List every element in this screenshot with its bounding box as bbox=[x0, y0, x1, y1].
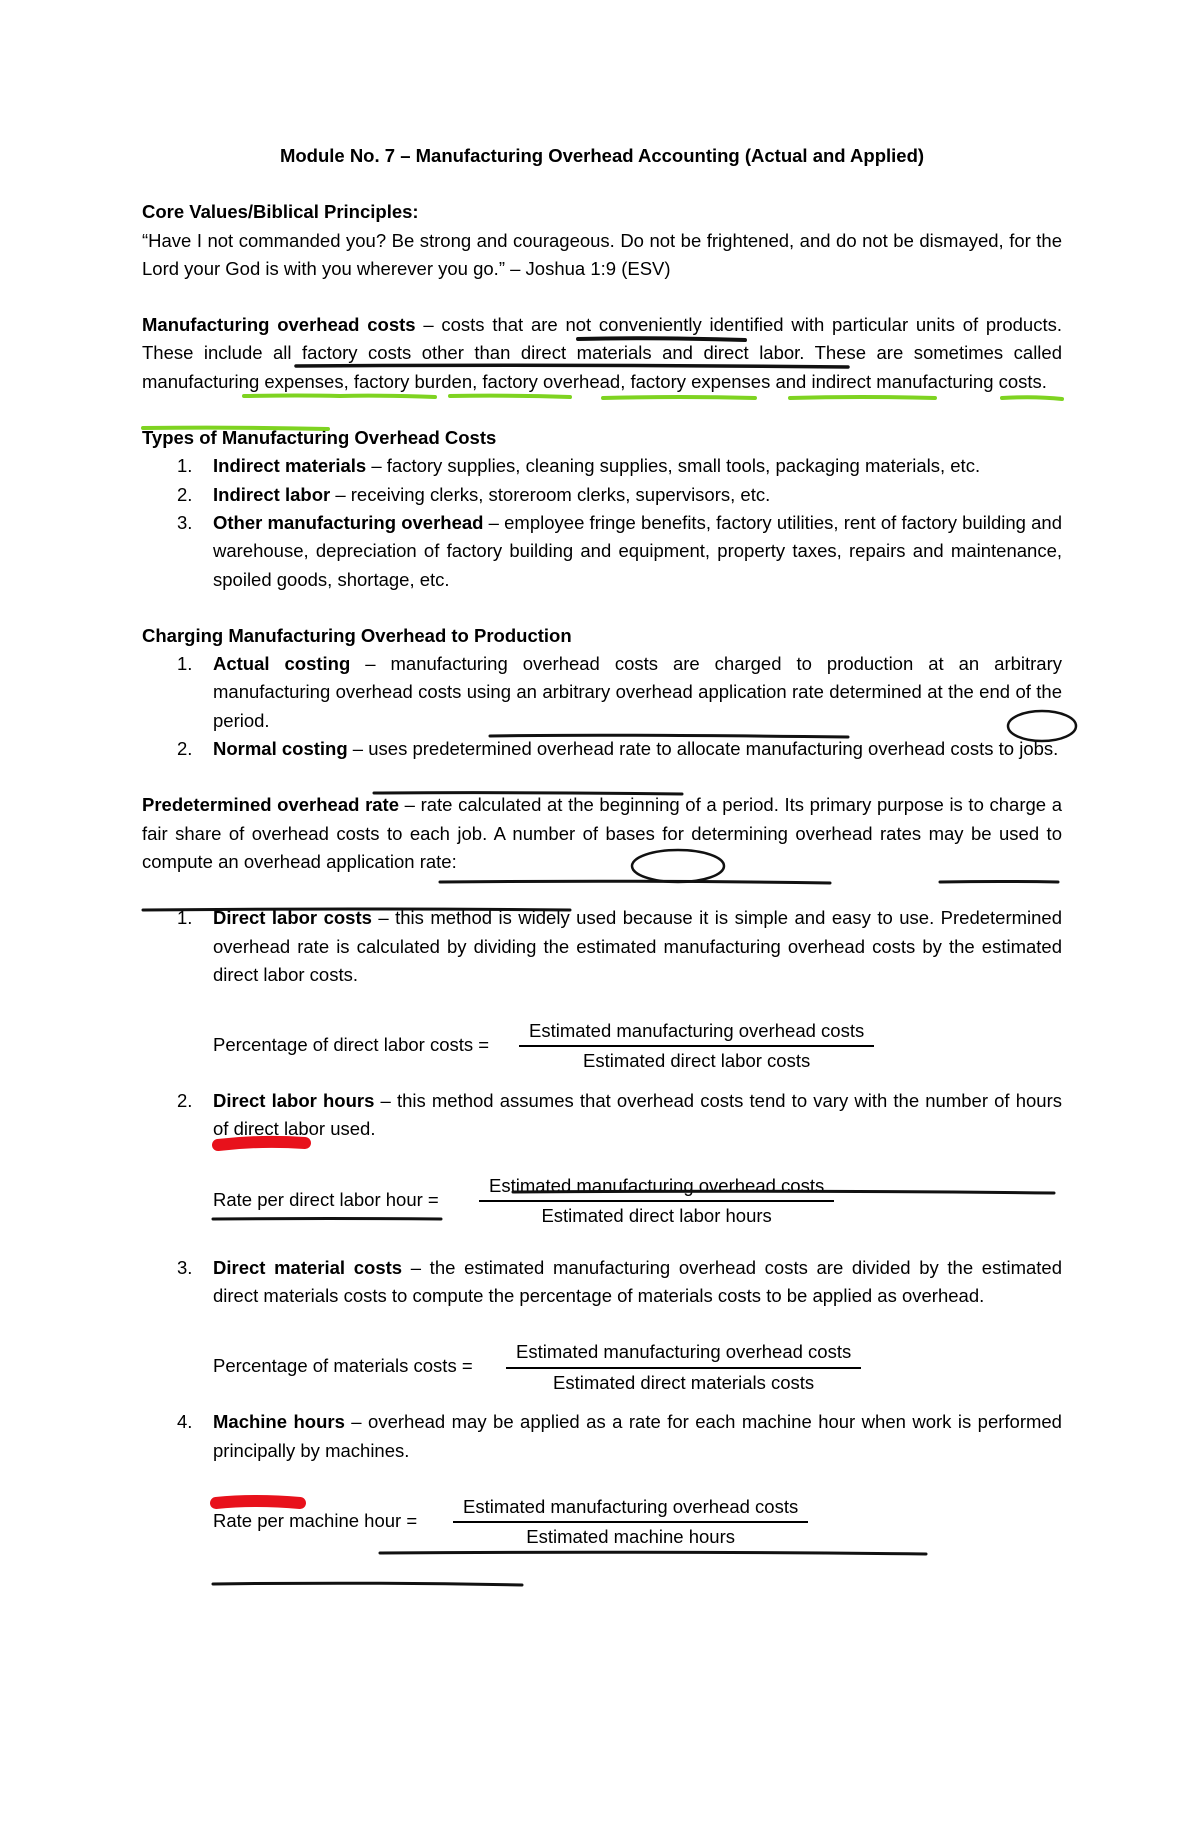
list-number: 4. bbox=[177, 1411, 193, 1433]
list-text: – this method assumes that overhead costs tend to vary with the number of hours of direct labor used. bbox=[213, 1090, 1062, 1140]
list-item bbox=[142, 481, 1062, 509]
formula-label: Percentage of direct labor costs = bbox=[213, 1034, 490, 1056]
list-term: Indirect labor bbox=[213, 483, 331, 505]
pohr-definition: – rate calculated at the beginning of a period. Its primary purpose is to charge a fair share of overhead costs to each job. A number of bases for determining overhead rates may be used to compute an overhead application rate: bbox=[142, 794, 1062, 872]
list-number: 2. bbox=[177, 483, 193, 505]
fraction bbox=[479, 1172, 834, 1231]
document-body bbox=[142, 142, 1062, 1551]
bases-list bbox=[142, 904, 1062, 989]
formula-label: Rate per direct labor hour = bbox=[213, 1188, 439, 1210]
list-item bbox=[142, 650, 1062, 735]
list-number: 1. bbox=[177, 455, 193, 477]
list-item bbox=[142, 904, 1062, 989]
fraction bbox=[453, 1493, 808, 1552]
list-item bbox=[142, 452, 1062, 480]
list-term: Direct material costs bbox=[213, 1256, 403, 1278]
list-number: 1. bbox=[177, 653, 193, 675]
list-term: Other manufacturing overhead bbox=[213, 511, 484, 533]
formula-direct-labor-costs bbox=[213, 1017, 1062, 1075]
charging-heading: Charging Manufacturing Overhead to Production bbox=[142, 624, 572, 646]
list-term: Normal costing bbox=[213, 738, 348, 760]
page-title: Module No. 7 – Manufacturing Overhead Accounting (Actual and Applied) bbox=[279, 145, 925, 166]
ink-underline-black bbox=[213, 1583, 522, 1585]
fraction bbox=[506, 1338, 861, 1397]
list-term: Direct labor costs bbox=[213, 907, 372, 929]
ink-underline-black bbox=[380, 1552, 926, 1554]
list-number: 3. bbox=[177, 1256, 193, 1278]
mo-costs-term: Manufacturing overhead costs bbox=[142, 314, 416, 336]
list-item bbox=[142, 1408, 1062, 1465]
mo-costs-paragraph bbox=[142, 311, 1062, 396]
list-text: – factory supplies, cleaning supplies, small tools, packaging materials, etc. bbox=[366, 455, 981, 477]
fraction-numerator: Estimated manufacturing overhead costs bbox=[529, 1020, 865, 1042]
list-item bbox=[142, 509, 1062, 594]
bases-list bbox=[142, 1254, 1062, 1311]
fraction-denominator: Estimated direct labor costs bbox=[583, 1050, 811, 1072]
list-text: – receiving clerks, storeroom clerks, supervisors, etc. bbox=[330, 483, 771, 505]
fraction bbox=[519, 1017, 874, 1076]
formula-label: Percentage of materials costs = bbox=[213, 1355, 473, 1377]
fraction-denominator: Estimated direct labor hours bbox=[541, 1205, 772, 1227]
mo-costs-definition: – costs that are not conveniently identified with particular units of products. These include all factory costs other than direct materials and direct labor. These are sometimes called manufacturing expenses, factory burden, factory overhead, factory expenses and indirect manufacturing costs. bbox=[142, 314, 1062, 392]
list-item bbox=[142, 735, 1062, 763]
list-term: Machine hours bbox=[213, 1411, 345, 1433]
bases-list bbox=[142, 1408, 1062, 1465]
list-term: Indirect materials bbox=[213, 455, 367, 477]
fraction-numerator: Estimated manufacturing overhead costs bbox=[463, 1495, 799, 1517]
list-number: 2. bbox=[177, 738, 193, 760]
formula-direct-labor-hours bbox=[213, 1172, 1062, 1230]
list-item bbox=[142, 1087, 1062, 1144]
list-text: – employee fringe benefits, factory utilities, rent of factory building and warehouse, depreciation of factory building and equipment, property taxes, repairs and maintenance, spoiled goods, shortage, etc. bbox=[213, 511, 1062, 590]
list-term: Actual costing bbox=[213, 653, 351, 675]
list-text: – manufacturing overhead costs are charged to production at an arbitrary manufacturing overhead costs using an arbitrary overhead application rate determined at the end of the period. bbox=[213, 653, 1063, 731]
types-heading: Types of Manufacturing Overhead Costs bbox=[142, 427, 497, 449]
pohr-term: Predetermined overhead rate bbox=[142, 794, 400, 816]
fraction-denominator: Estimated direct materials costs bbox=[553, 1371, 815, 1393]
charging-list bbox=[142, 650, 1062, 763]
types-list bbox=[142, 452, 1062, 593]
bases-list bbox=[142, 1087, 1062, 1144]
pohr-paragraph bbox=[142, 791, 1062, 876]
list-text: – this method is widely used because it is simple and easy to use. Predetermined overhead rate is calculated by dividing the estimated manufacturing overhead costs by the estimated direct labor costs. bbox=[213, 907, 1063, 985]
fraction-numerator: Estimated manufacturing overhead costs bbox=[516, 1341, 852, 1363]
list-text: – uses predetermined overhead rate to allocate manufacturing overhead costs to jobs. bbox=[347, 738, 1059, 760]
list-number: 2. bbox=[177, 1090, 193, 1112]
fraction-numerator: Estimated manufacturing overhead costs bbox=[489, 1174, 825, 1196]
formula-machine-hours bbox=[213, 1493, 1062, 1551]
formula-label: Rate per machine hour = bbox=[213, 1509, 418, 1531]
list-number: 1. bbox=[177, 907, 193, 929]
list-number: 3. bbox=[177, 511, 193, 533]
formula-direct-material-costs bbox=[213, 1338, 1062, 1396]
bible-quote: “Have I not commanded you? Be strong and courageous. Do not be frightened, and do not be dismayed, for the Lord your God is with you wherever you go.” – Joshua 1:9 (ESV) bbox=[142, 229, 1062, 279]
list-item bbox=[142, 1254, 1062, 1311]
list-text: – overhead may be applied as a rate for each machine hour when work is performed principally by machines. bbox=[213, 1411, 1062, 1461]
core-values-heading: Core Values/Biblical Principles: bbox=[142, 201, 419, 223]
list-text: – the estimated manufacturing overhead costs are divided by the estimated direct materials costs to compute the percentage of materials costs to be applied as overhead. bbox=[213, 1256, 1062, 1307]
fraction-denominator: Estimated machine hours bbox=[526, 1526, 735, 1548]
list-term: Direct labor hours bbox=[213, 1090, 375, 1112]
